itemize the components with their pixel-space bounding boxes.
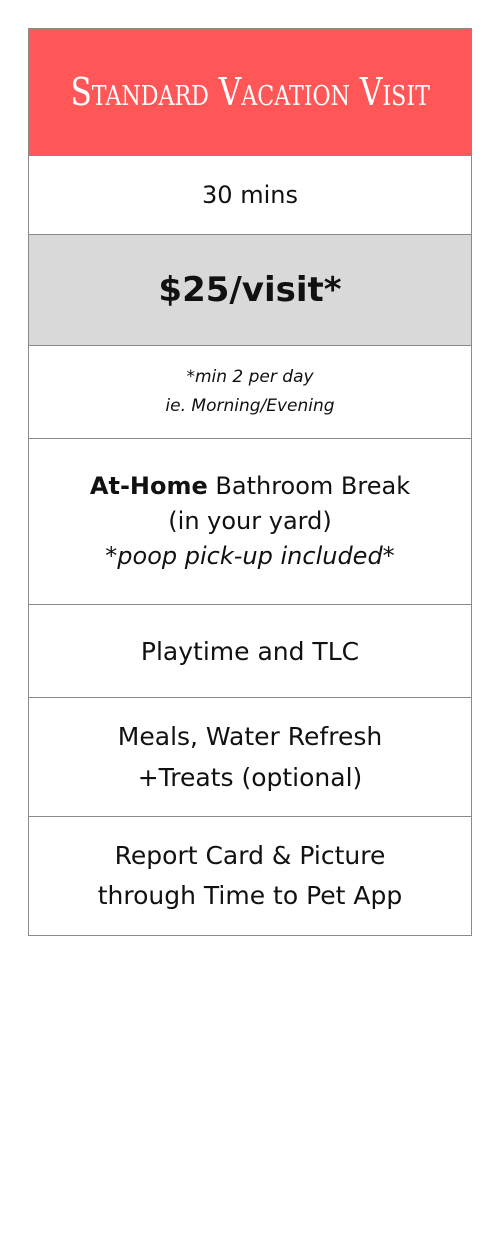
card-header [29,29,471,156]
bathroom-line-2: (in your yard) [168,507,332,536]
playtime-text: Playtime and TLC [140,636,360,666]
price-row [29,235,471,346]
bathroom-rest-text: Bathroom Break [207,472,411,501]
duration-text: 30 mins [202,181,298,209]
meals-line-1: Meals, Water Refresh [117,721,383,751]
bathroom-break-row [29,439,471,605]
note-line-2: ie. Morning/Evening [165,396,335,416]
playtime-row [29,605,471,698]
visit-note-row [29,346,471,439]
bathroom-line-1 [90,469,410,504]
note-line-1: *min 2 per day [186,367,314,388]
price-text: $25/visit* [158,270,342,310]
meals-row [29,698,471,817]
card-title: Standard Vacation Visit [70,70,430,114]
report-line-1: Report Card & Picture [114,841,386,870]
bathroom-bold-text: At-Home [89,472,208,501]
bathroom-line-3: *poop pick-up included* [105,541,395,570]
meals-line-2: +Treats (optional) [137,763,363,792]
duration-row [29,156,471,235]
report-card-row [29,817,471,935]
pricing-card [28,28,472,936]
report-line-2: through Time to Pet App [97,881,403,910]
